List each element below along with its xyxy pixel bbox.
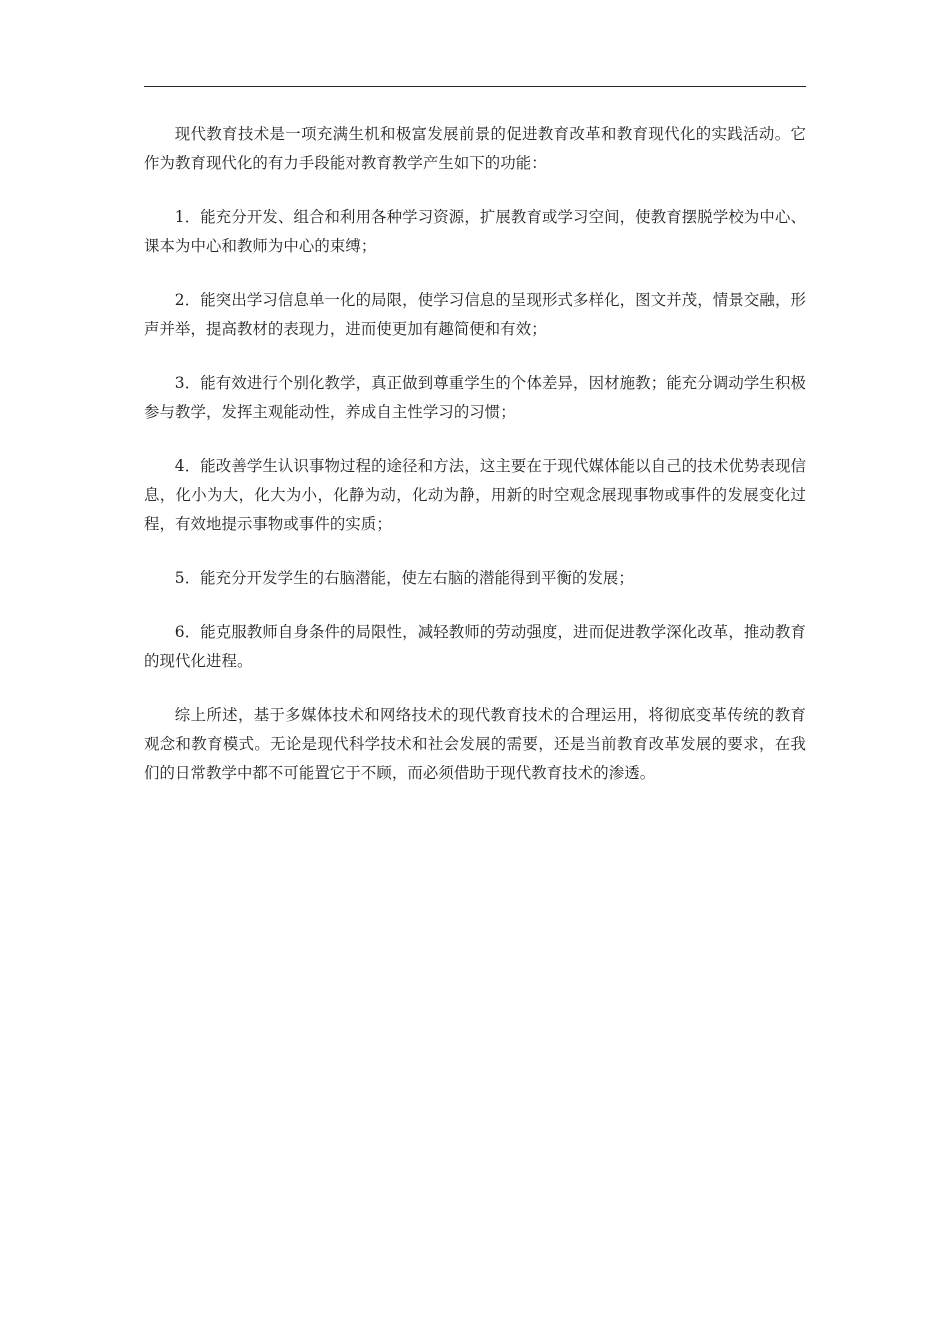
conclusion-paragraph: 综上所述，基于多媒体技术和网络技术的现代教育技术的合理运用，将彻底变革传统的教育观念和教育模式。无论是现代科学技术和社会发展的需要，还是当前教育改革发展的要求，在我们的日常教学中都不可能置它于不顾，而必须借助于现代教育技术的渗透。: [144, 706, 806, 782]
function-item-6: 6．能克服教师自身条件的局限性，减轻教师的劳动强度，进而促进教学深化改革，推动教育的现代化进程。: [144, 623, 806, 670]
document-body: [144, 120, 806, 788]
function-item-4: 4．能改善学生认识事物过程的途径和方法，这主要在于现代媒体能以自己的技术优势表现信息，化小为大，化大为小，化静为动，化动为静，用新的时空观念展现事物或事件的发展变化过程，有效地提示事物或事件的实质；: [144, 457, 806, 533]
function-item-2: 2．能突出学习信息单一化的局限，使学习信息的呈现形式多样化，图文并茂，情景交融，形声并举，提高教材的表现力，进而使更加有趣简便和有效；: [144, 291, 806, 338]
function-item-5: 5．能充分开发学生的右脑潜能，使左右脑的潜能得到平衡的发展；: [174, 569, 634, 587]
header-rule: [144, 86, 806, 87]
function-item-3: 3．能有效进行个别化教学，真正做到尊重学生的个体差异，因材施教；能充分调动学生积极参与教学，发挥主观能动性，养成自主性学习的习惯；: [144, 374, 806, 421]
intro-paragraph: 现代教育技术是一项充满生机和极富发展前景的促进教育改革和教育现代化的实践活动。它作为教育现代化的有力手段能对教育教学产生如下的功能：: [144, 125, 806, 172]
function-item-1: 1．能充分开发、组合和利用各种学习资源，扩展教育或学习空间，使教育摆脱学校为中心、课本为中心和教师为中心的束缚；: [144, 208, 806, 255]
